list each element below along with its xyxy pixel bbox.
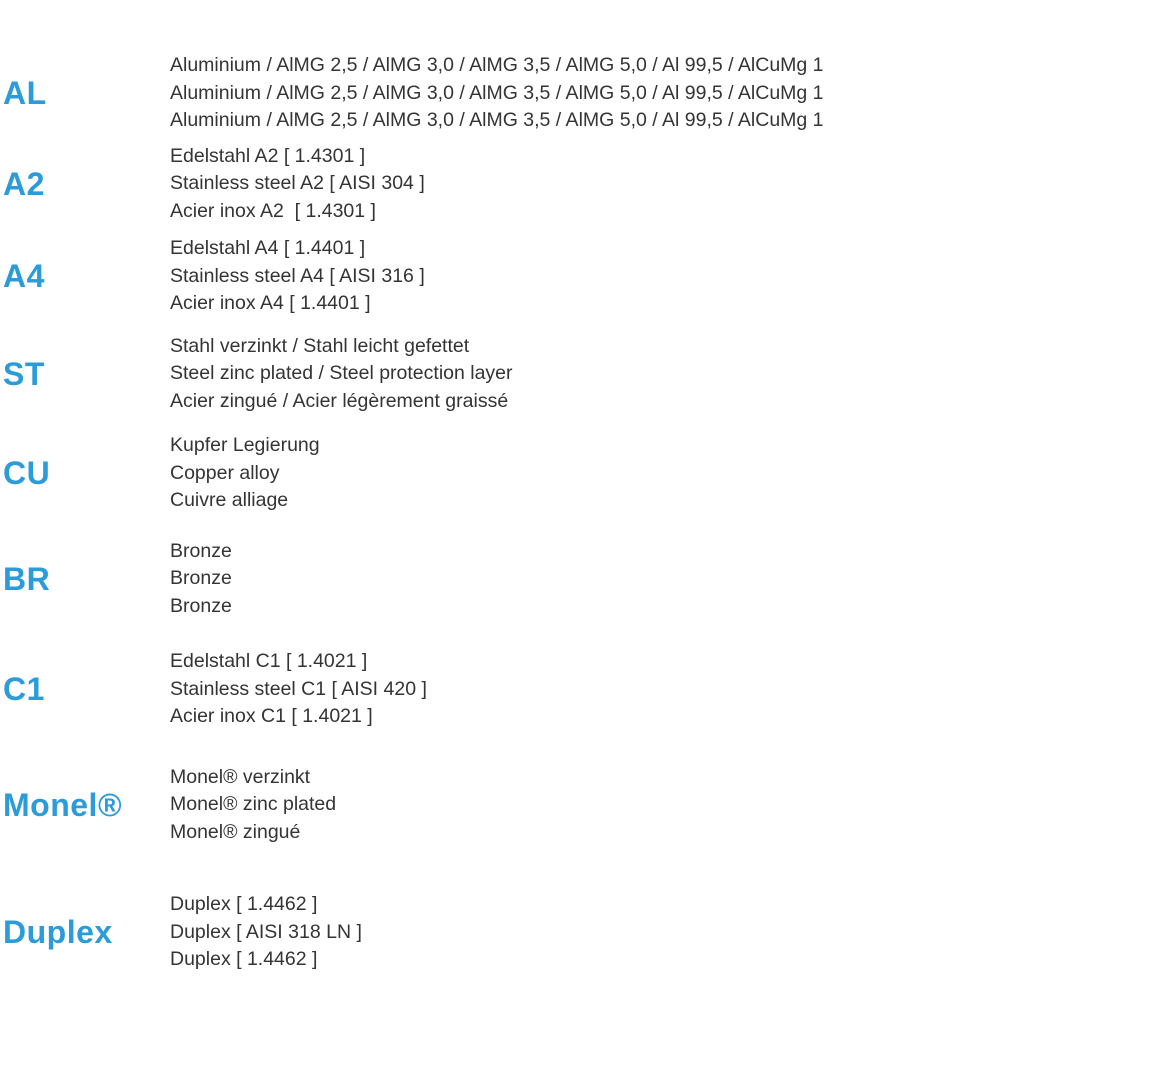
material-descriptions bbox=[170, 648, 1160, 731]
material-desc-fr: Cuivre alliage bbox=[170, 489, 289, 511]
material-desc-de: Aluminium / AlMG 2,5 / AlMG 3,0 / AlMG 3,5 / AlMG 5,0 / Al 99,5 / AlCuMg 1 bbox=[170, 54, 824, 76]
material-descriptions bbox=[170, 143, 1160, 226]
material-code: AL bbox=[3, 75, 47, 112]
material-row-a4 bbox=[3, 235, 1160, 318]
material-desc-de: Duplex [ 1.4462 ] bbox=[170, 893, 318, 915]
material-descriptions bbox=[170, 52, 1160, 135]
material-desc-en: Bronze bbox=[170, 567, 232, 589]
material-descriptions bbox=[170, 432, 1160, 515]
material-row-cu bbox=[3, 432, 1160, 515]
material-code: A2 bbox=[3, 165, 45, 202]
material-desc-en: Steel zinc plated / Steel protection layer bbox=[170, 362, 513, 384]
material-row-st bbox=[3, 333, 1160, 416]
material-desc-de: Kupfer Legierung bbox=[170, 434, 320, 456]
material-desc-fr: Acier inox A4 [ 1.4401 ] bbox=[170, 292, 371, 314]
material-desc-de: Monel® verzinkt bbox=[170, 765, 311, 788]
material-desc-en: Copper alloy bbox=[170, 461, 280, 484]
material-desc-fr: Bronze bbox=[170, 594, 232, 617]
material-descriptions bbox=[170, 891, 1160, 974]
material-code: ST bbox=[3, 355, 45, 392]
material-code: CU bbox=[3, 455, 51, 492]
material-desc-de: Edelstahl C1 [ 1.4021 ] bbox=[170, 650, 368, 672]
material-row-duplex bbox=[3, 891, 1160, 974]
material-row-a2 bbox=[3, 143, 1160, 226]
material-code: Monel® bbox=[3, 786, 123, 823]
material-desc-fr: Acier inox A2 [ 1.4301 ] bbox=[170, 199, 376, 222]
material-row-al bbox=[3, 52, 1160, 135]
material-code: C1 bbox=[3, 671, 45, 708]
material-descriptions bbox=[170, 764, 1160, 847]
material-desc-en: Aluminium / AlMG 2,5 / AlMG 3,0 / AlMG 3,5 / AlMG 5,0 / Al 99,5 / AlCuMg 1 bbox=[170, 81, 824, 104]
material-desc-de: Edelstahl A2 [ 1.4301 ] bbox=[170, 144, 366, 167]
material-desc-fr: Monel® zingué bbox=[170, 820, 301, 843]
material-desc-fr: Acier inox C1 [ 1.4021 ] bbox=[170, 705, 373, 727]
material-code: Duplex bbox=[3, 914, 113, 951]
material-desc-fr: Duplex [ 1.4462 ] bbox=[170, 948, 318, 970]
material-desc-en: Stainless steel A2 [ AISI 304 ] bbox=[170, 172, 425, 194]
material-code: A4 bbox=[3, 258, 45, 295]
material-desc-en: Duplex [ AISI 318 LN ] bbox=[170, 920, 362, 943]
material-desc-de: Edelstahl A4 [ 1.4401 ] bbox=[170, 237, 366, 259]
material-descriptions bbox=[170, 538, 1160, 621]
material-row-monel bbox=[3, 764, 1160, 847]
material-desc-en: Monel® zinc plated bbox=[170, 793, 337, 815]
material-desc-de: Stahl verzinkt / Stahl leicht gefettet bbox=[170, 334, 470, 357]
material-desc-en: Stainless steel C1 [ AISI 420 ] bbox=[170, 677, 427, 700]
material-descriptions bbox=[170, 333, 1160, 416]
material-descriptions bbox=[170, 235, 1160, 318]
material-desc-de: Bronze bbox=[170, 539, 232, 562]
material-desc-en: Stainless steel A4 [ AISI 316 ] bbox=[170, 264, 425, 287]
material-desc-fr: Acier zingué / Acier légèrement graissé bbox=[170, 389, 509, 412]
material-row-c1 bbox=[3, 648, 1160, 731]
material-code: BR bbox=[3, 560, 51, 597]
material-row-br bbox=[3, 538, 1160, 621]
material-desc-fr: Aluminium / AlMG 2,5 / AlMG 3,0 / AlMG 3,5 / AlMG 5,0 / Al 99,5 / AlCuMg 1 bbox=[170, 109, 824, 131]
